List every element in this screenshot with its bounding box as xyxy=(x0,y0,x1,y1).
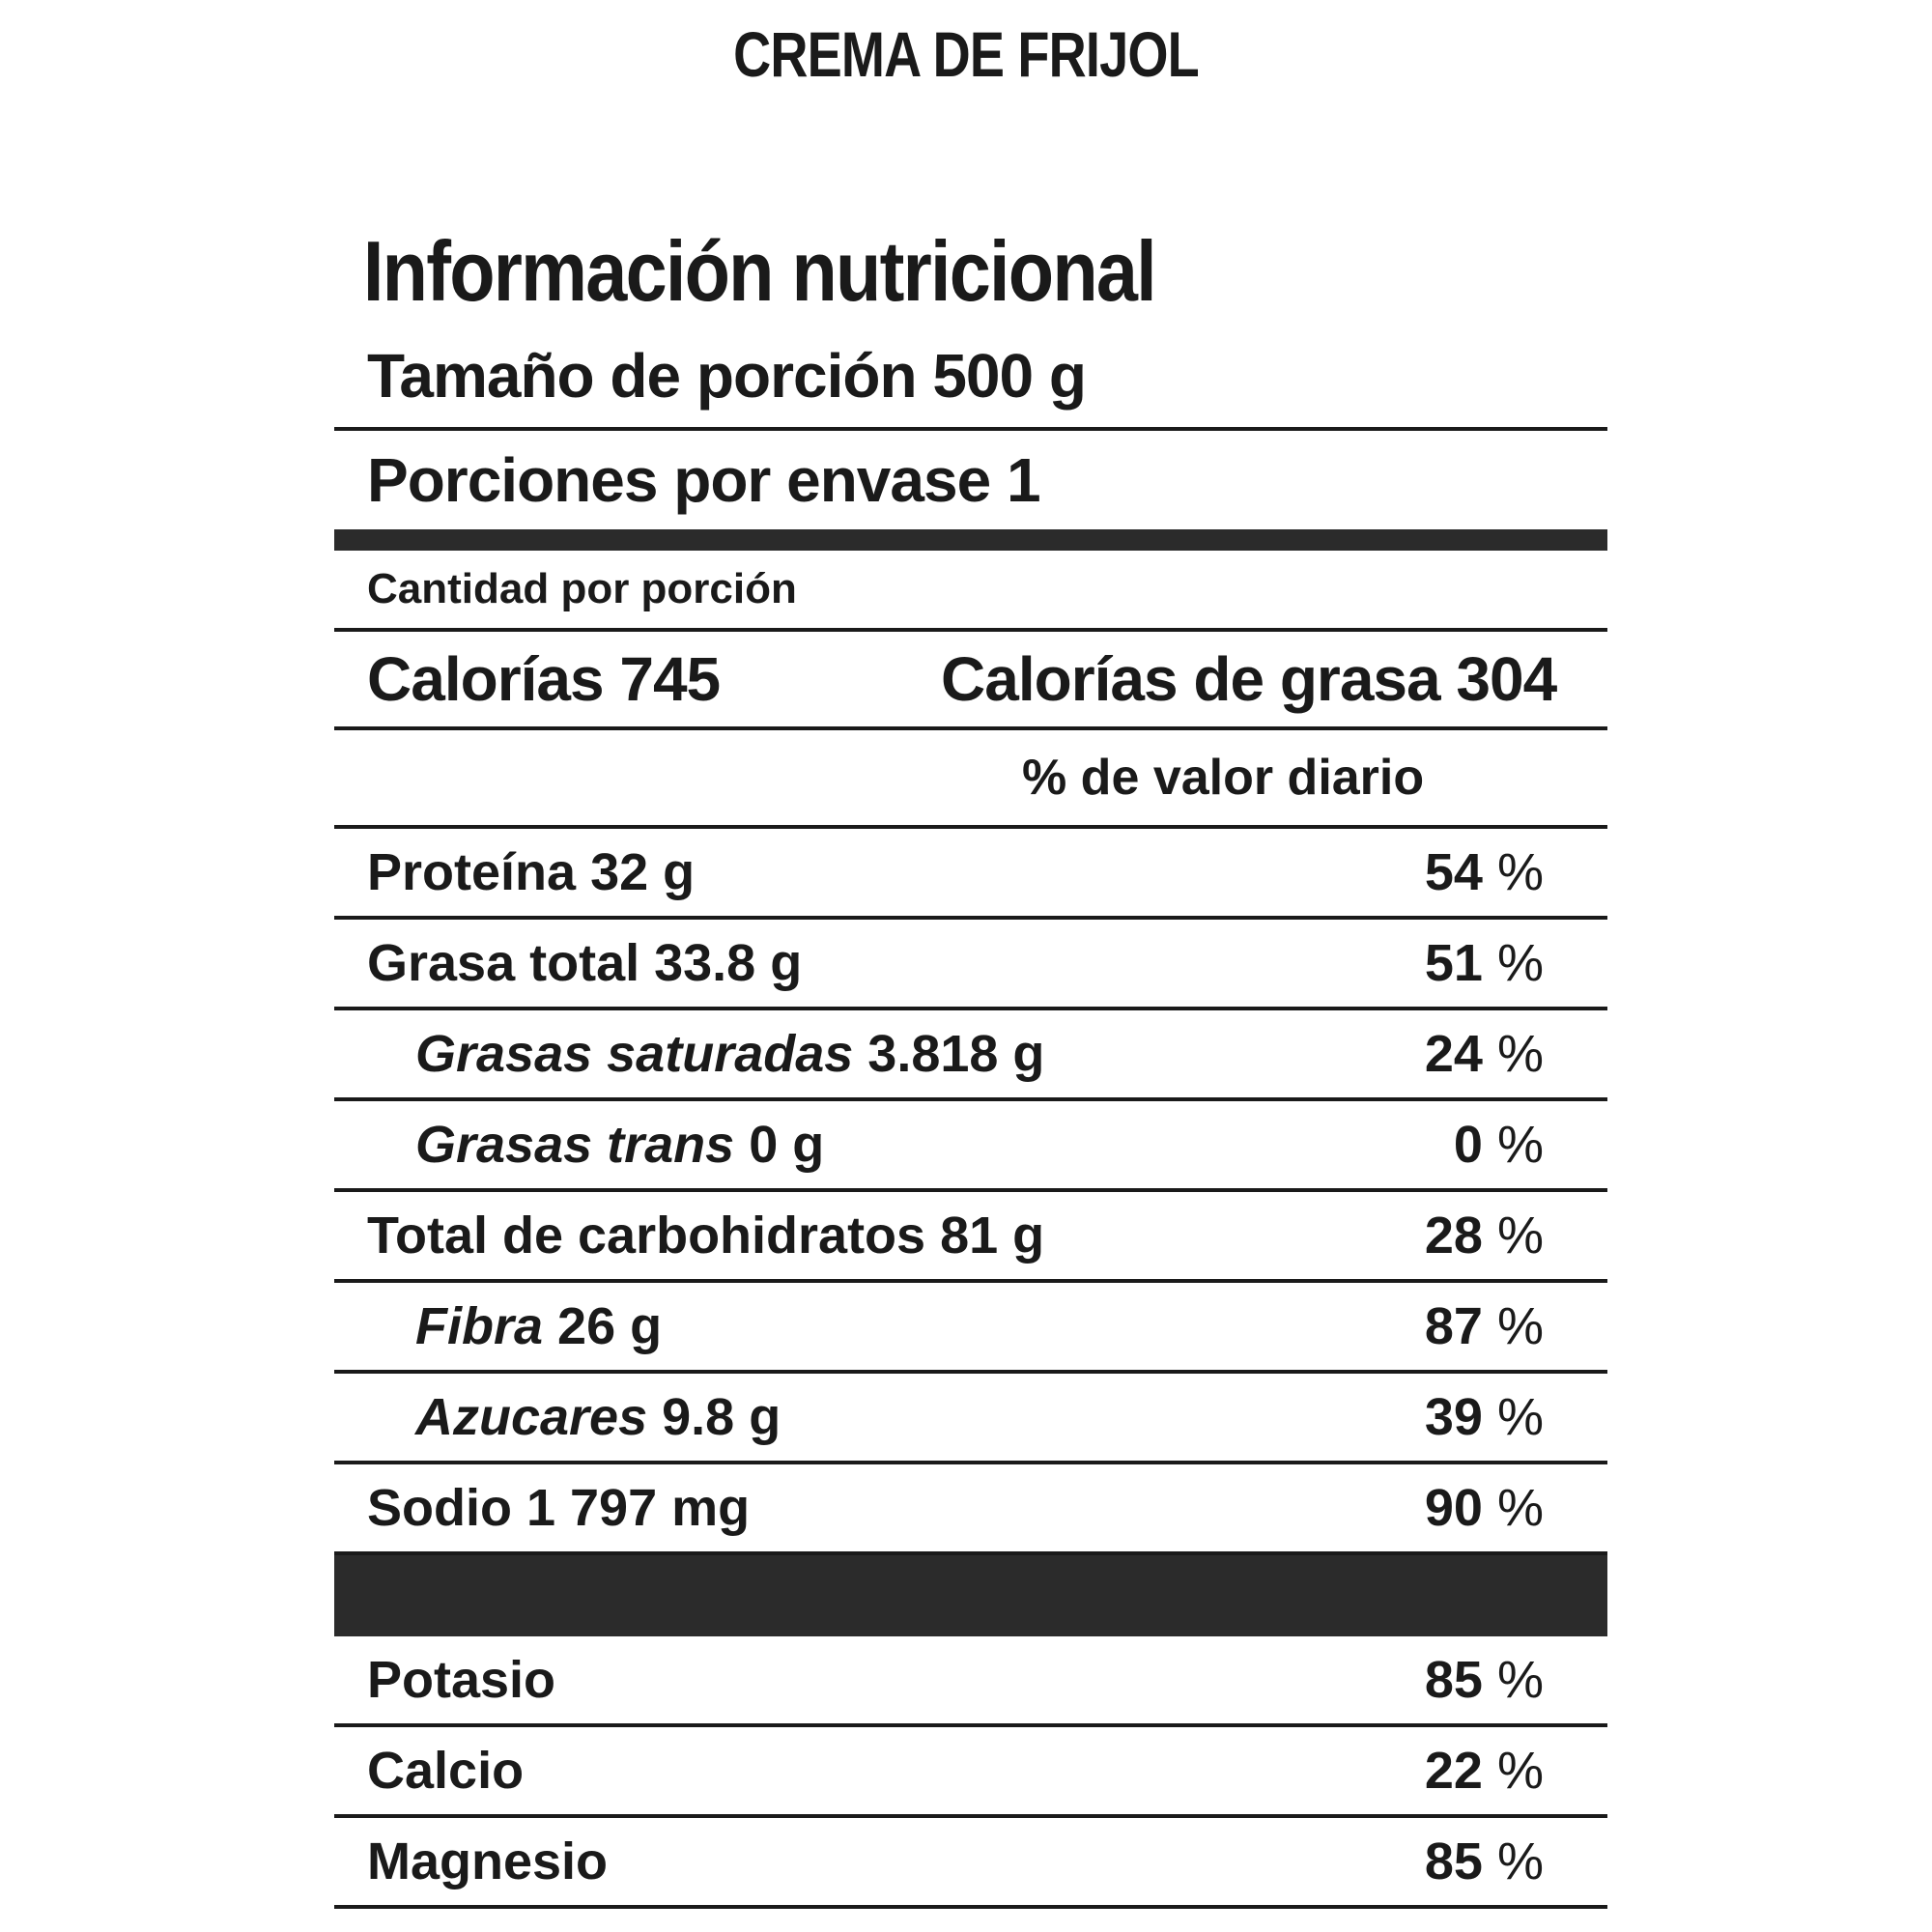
nutrient-name: Fibra xyxy=(415,1297,544,1355)
mineral-dv: 85 % xyxy=(1424,1651,1544,1709)
calories-row xyxy=(334,632,1607,730)
nutrient-dv: 39 % xyxy=(1424,1388,1544,1446)
nutrient-amount: 26 g xyxy=(543,1297,663,1355)
nutrient-name: Grasas trans xyxy=(415,1116,735,1174)
nutrient-amount: 1 797 mg xyxy=(511,1479,751,1537)
nutrient-name: Azucares xyxy=(415,1388,648,1446)
calories-from-fat: Calorías de grasa 304 xyxy=(941,644,1557,714)
mineral-row xyxy=(334,1727,1607,1818)
nutrient-row xyxy=(334,1192,1607,1283)
nutrient-row xyxy=(334,1374,1607,1464)
nutrient-dv: 28 % xyxy=(1424,1207,1544,1264)
mineral-name: Magnesio xyxy=(367,1833,609,1890)
nutrient-dv: 87 % xyxy=(1424,1297,1544,1355)
nutrient-amount: 81 g xyxy=(925,1207,1045,1264)
servings-per-container: Porciones por envase 1 xyxy=(367,445,1040,515)
nutrient-amount: 32 g xyxy=(576,843,696,901)
nutrient-name: Sodio xyxy=(367,1479,512,1537)
mineral-dv: 22 % xyxy=(1424,1742,1544,1800)
nutrient-name: Grasa total xyxy=(367,934,640,992)
nutrient-dv: 54 % xyxy=(1424,843,1544,901)
nutrient-name: Proteína xyxy=(367,843,577,901)
thick-divider xyxy=(334,529,1607,551)
mineral-row xyxy=(334,1636,1607,1727)
mineral-row xyxy=(334,1818,1607,1909)
daily-value-header: % de valor diario xyxy=(1022,750,1425,806)
nutrient-name: Total de carbohidratos xyxy=(367,1207,926,1264)
nutrient-dv: 24 % xyxy=(1424,1025,1544,1083)
nutrient-row xyxy=(334,1010,1607,1101)
calories: Calorías 745 xyxy=(367,644,721,714)
dark-band-divider xyxy=(334,1551,1607,1636)
nutrient-row xyxy=(334,1283,1607,1374)
nutrition-facts-label xyxy=(334,217,1607,1909)
nutrient-dv: 90 % xyxy=(1424,1479,1544,1537)
amount-per-serving: Cantidad por porción xyxy=(334,551,1607,632)
nutrient-amount: 0 g xyxy=(734,1116,825,1174)
nutrient-amount: 33.8 g xyxy=(639,934,803,992)
label-heading: Información nutricional xyxy=(362,223,1155,319)
nutrient-dv: 0 % xyxy=(1453,1116,1544,1174)
mineral-name: Potasio xyxy=(367,1651,556,1709)
nutrient-name: Grasas saturadas xyxy=(415,1025,854,1083)
daily-value-header-row xyxy=(334,730,1607,829)
mineral-name: Calcio xyxy=(367,1742,525,1800)
product-title: CREMA DE FRIJOL xyxy=(733,18,1199,90)
nutrient-row xyxy=(334,1464,1607,1555)
nutrient-dv: 51 % xyxy=(1424,934,1544,992)
nutrient-row xyxy=(334,1101,1607,1192)
nutrient-row xyxy=(334,829,1607,920)
nutrient-row xyxy=(334,920,1607,1010)
nutrient-amount: 9.8 g xyxy=(647,1388,781,1446)
serving-size: Tamaño de porción 500 g xyxy=(334,326,1607,431)
mineral-dv: 85 % xyxy=(1424,1833,1544,1890)
nutrient-amount: 3.818 g xyxy=(853,1025,1045,1083)
